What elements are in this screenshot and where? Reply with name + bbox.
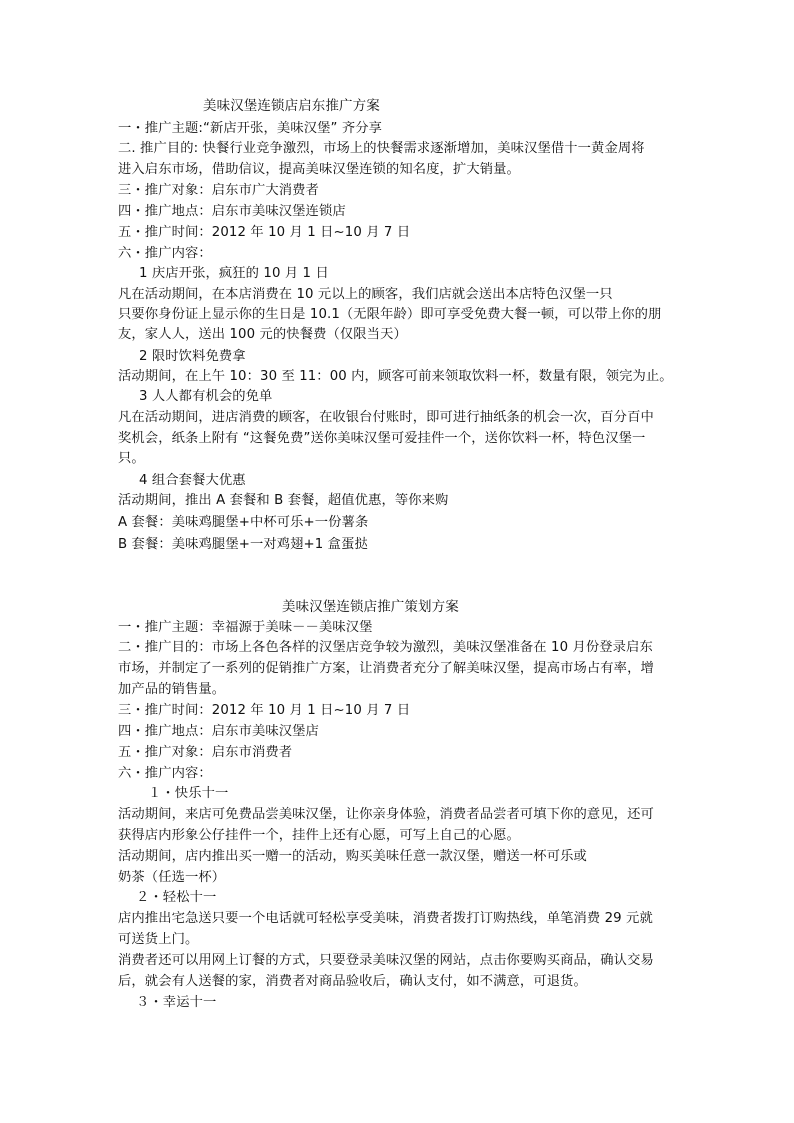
- plan2-time: 三・推广时间：2012 年 10 月 1 日~10 月 7 日: [118, 703, 411, 718]
- plan1-section3-line2: 奖机会，纸条上附有 “这餐免费”送你美味汉堡可爱挂件一个，送你饮料一杯，特色汉堡一: [118, 431, 646, 446]
- plan2-place: 四・推广地点：启东市美味汉堡店: [118, 724, 319, 739]
- plan2-section2-line2: 可送货上门。: [118, 932, 199, 947]
- plan1-section1-line2: 只要你身份证上显示你的生日是 10.1（无限年龄）即可享受免费大餐一顿，可以带上你的朋: [118, 307, 662, 322]
- plan2-section2-line4: 后，就会有人送餐的家，消费者对商品验收后，确认支付，如不满意，可退货。: [118, 974, 587, 989]
- plan2-content-heading: 六・推广内容：: [118, 766, 212, 781]
- plan1-title: 美味汉堡连锁店启东推广方案: [203, 98, 380, 114]
- plan2-target: 五・推广对象：启东市消费者: [118, 745, 293, 760]
- plan2-section1-line4: 奶茶（任选一杯）: [118, 870, 226, 885]
- plan2-section1-line2: 获得店内形象公仔挂件一个，挂件上还有心愿，可写上自己的心愿。: [118, 828, 520, 843]
- plan1-theme: 一・推广主题:“新店开张，美味汉堡” 齐分享: [118, 121, 383, 136]
- plan1-section3-line3: 只。: [118, 451, 145, 466]
- plan1-purpose-line1: 二. 推广目的: 快餐行业竞争激烈，市场上的快餐需求逐渐增加，美味汉堡借十一黄金周将: [118, 141, 645, 156]
- plan1-place: 四・推广地点：启东市美味汉堡连锁店: [118, 204, 346, 219]
- plan1-section1-line3: 友，家人人，送出 100 元的快餐费（仅限当天）: [118, 327, 407, 342]
- plan1-section4-title: 4 组合套餐大优惠: [139, 473, 246, 488]
- plan1-time: 五・推广时间：2012 年 10 月 1 日~10 月 7 日: [118, 225, 411, 240]
- plan2-title: 美味汉堡连锁店推广策划方案: [282, 599, 459, 615]
- plan1-section3-title: 3 人人都有机会的免单: [139, 389, 273, 404]
- plan2-section3-title: ３・幸运十一: [136, 995, 217, 1010]
- plan1-content-heading: 六・推广内容：: [118, 246, 212, 261]
- plan2-purpose-line2: 市场，并制定了一系列的促销推广方案，让消费者充分了解美味汉堡，提高市场占有率，增: [118, 661, 654, 676]
- plan1-section2-title: 2 限时饮料免费拿: [139, 349, 246, 364]
- plan1-section1-line1: 凡在活动期间，在本店消费在 10 元以上的顾客，我们店就会送出本店特色汉堡一只: [118, 287, 613, 302]
- plan2-section1-line3: 活动期间，店内推出买一赠一的活动，购买美味任意一款汉堡，赠送一杯可乐或: [118, 849, 587, 864]
- plan2-section2-title: ２・轻松十一: [136, 890, 217, 905]
- plan2-section1-line1: 活动期间，来店可免费品尝美味汉堡，让你亲身体验，消费者品尝者可填下你的意见，还可: [118, 807, 654, 822]
- plan1-section1-title: 1 庆店开张，疯狂的 10 月 1 日: [139, 266, 329, 281]
- plan1-section2-line1: 活动期间，在上午 10：30 至 11：00 内，顾客可前来领取饮料一杯，数量有限，领完为止。: [118, 369, 673, 384]
- plan1-purpose-line2: 进入启东市场，借助信议，提高美味汉堡连锁的知名度，扩大销量。: [118, 162, 520, 177]
- plan1-section3-line1: 凡在活动期间，进店消费的顾客，在收银台付账时，即可进行抽纸条的机会一次，百分百中: [118, 410, 654, 425]
- plan2-purpose-line3: 加产品的销售量。: [118, 682, 226, 697]
- plan1-section4-line3: B 套餐：美味鸡腿堡+一对鸡翅+1 盒蛋挞: [118, 537, 368, 552]
- plan1-section4-line2: A 套餐：美味鸡腿堡+中杯可乐+一份薯条: [118, 515, 369, 530]
- plan2-section1-title: １・快乐十一: [148, 786, 229, 801]
- plan2-section2-line3: 消费者还可以用网上订餐的方式，只要登录美味汉堡的网站，点击你要购买商品，确认交易: [118, 953, 654, 968]
- plan2-theme: 一・推广主题：幸福源于美味－－美味汉堡: [118, 620, 373, 635]
- plan2-purpose-line1: 二・推广目的：市场上各色各样的汉堡店竞争较为激烈，美味汉堡准备在 10 月份登录启东: [118, 640, 653, 655]
- plan2-section2-line1: 店内推出宅急送只要一个电话就可轻松享受美味，消费者拨打订购热线，单笔消费 29 元就: [118, 911, 653, 926]
- plan1-section4-line1: 活动期间，推出 A 套餐和 B 套餐，超值优惠，等你来购: [118, 493, 449, 508]
- plan1-target: 三・推广对象：启东市广大消费者: [118, 183, 319, 198]
